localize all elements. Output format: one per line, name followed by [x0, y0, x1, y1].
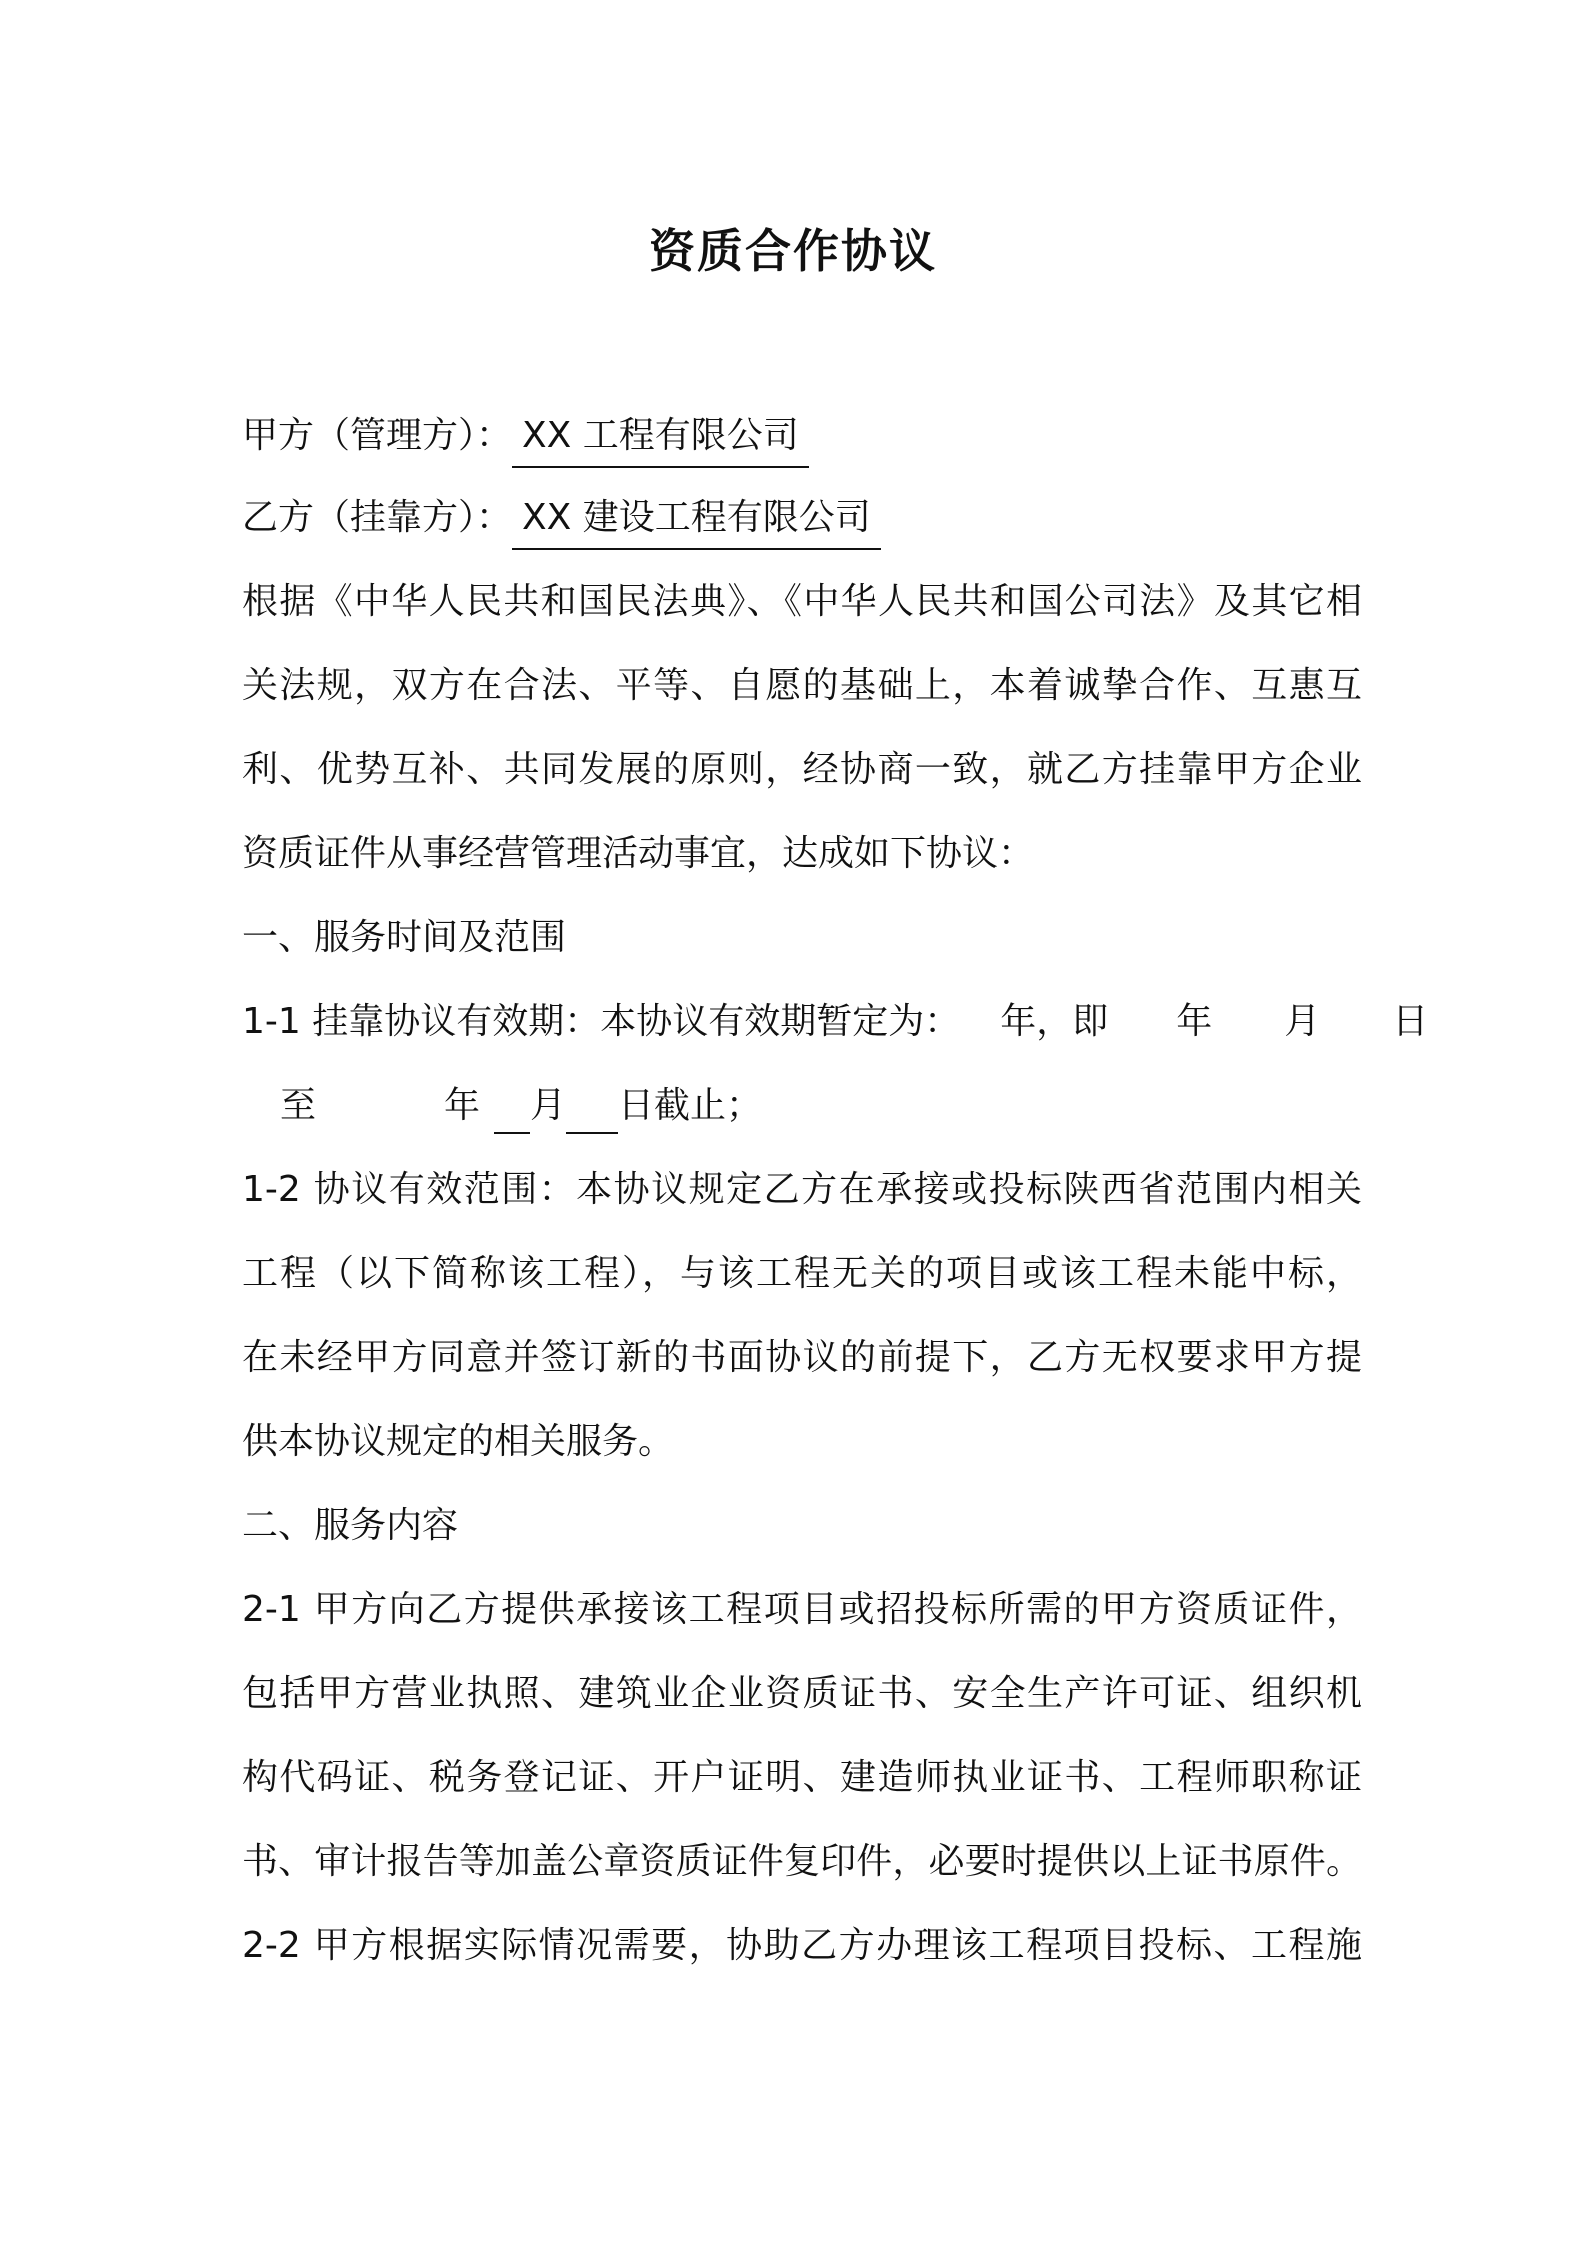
end-day-label: 日截止； — [618, 1085, 763, 1126]
preamble-line: 根据《中华人民共和国民法典》、《中华人民共和国公司法》及其它相 — [242, 581, 1362, 622]
document-title: 资质合作协议 — [649, 224, 937, 278]
party-a-label: 甲方（管理方）： — [242, 415, 513, 456]
preamble-line: 资质证件从事经营管理活动事宜，达成如下协议： — [242, 833, 1035, 874]
start-year-label: 年 — [1176, 1001, 1213, 1042]
clause-2-1-line: 包括甲方营业执照、建筑业企业资质证书、安全生产许可证、组织机 — [242, 1673, 1362, 1714]
party-b-label: 乙方（挂靠方）： — [242, 497, 513, 538]
clause-1-1-line-1 — [242, 994, 1429, 1050]
end-month-label: 月 — [530, 1085, 567, 1126]
clause-1-2-line: 1-2 协议有效范围：本协议规定乙方在承接或投标陕西省范围内相关 — [242, 1169, 1362, 1210]
start-month-label: 月 — [1284, 1001, 1321, 1042]
to-label: 至 — [280, 1085, 317, 1126]
party-b-line — [242, 490, 1362, 550]
section-heading: 一、服务时间及范围 — [242, 917, 567, 958]
party-b-name: XX 建设工程有限公司 — [512, 490, 881, 550]
clause-1-2-line: 供本协议规定的相关服务。 — [242, 1421, 675, 1462]
clause-1-2-line: 在未经甲方同意并签订新的书面协议的前提下，乙方无权要求甲方提 — [242, 1337, 1362, 1378]
party-a-name: XX 工程有限公司 — [512, 408, 809, 468]
clause-2-2-line: 2-2 甲方根据实际情况需要，协助乙方办理该工程项目投标、工程施 — [242, 1925, 1362, 1966]
preamble-line: 利、优势互补、共同发展的原则，经协商一致，就乙方挂靠甲方企业 — [242, 749, 1362, 790]
clause-2-1-line: 2-1 甲方向乙方提供承接该工程项目或招投标所需的甲方资质证件， — [242, 1589, 1362, 1630]
section-heading: 二、服务内容 — [242, 1505, 459, 1546]
clause-1-1-line-2 — [280, 1078, 1400, 1134]
end-day-blank — [566, 1084, 618, 1134]
validity-year-label: 年，即 — [1000, 1001, 1109, 1042]
start-day-label: 日 — [1392, 1001, 1429, 1042]
party-a-line — [242, 408, 1362, 468]
clause-1-1-lead: 1-1 挂靠协议有效期：本协议有效期暂定为： — [242, 1001, 961, 1042]
preamble-line: 关法规，双方在合法、平等、自愿的基础上，本着诚挚合作、互惠互 — [242, 665, 1362, 706]
end-month-blank — [494, 1084, 530, 1134]
clause-2-1-line: 构代码证、税务登记证、开户证明、建造师执业证书、工程师职称证 — [242, 1757, 1362, 1798]
end-year-label: 年 — [444, 1085, 481, 1126]
clause-2-1-line: 书、审计报告等加盖公章资质证件复印件，必要时提供以上证书原件。 — [242, 1841, 1362, 1882]
clause-1-2-line: 工程（以下简称该工程），与该工程无关的项目或该工程未能中标， — [242, 1253, 1362, 1294]
